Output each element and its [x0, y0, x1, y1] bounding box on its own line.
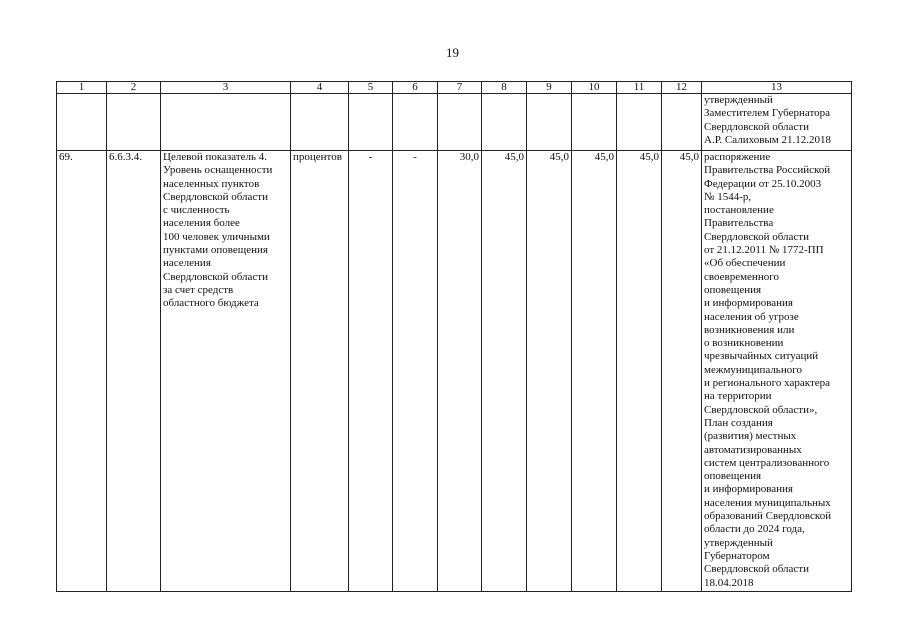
header-cell-11: 11: [617, 82, 662, 94]
header-cell-13: 13: [702, 82, 852, 94]
cont-cell-12: [662, 94, 702, 151]
cont-cell-6: [393, 94, 438, 151]
indicator-name: Целевой показатель 4. Уровень оснащенности населенных пунктов Свердловской области с численность населения более 100 человек уличными пунктами оповещения населения Свердловской области за счет средств областного бюджета: [161, 151, 291, 592]
cont-cell-2: [107, 94, 161, 151]
table-row: [57, 151, 852, 592]
unit-cell: процентов: [291, 151, 349, 592]
header-cell-4: 4: [291, 82, 349, 94]
header-cell-12: 12: [662, 82, 702, 94]
cont-cell-10: [572, 94, 617, 151]
value-col12: 45,0: [662, 151, 702, 592]
row-code: 6.6.3.4.: [107, 151, 161, 592]
value-col10: 45,0: [572, 151, 617, 592]
indicator-table: [56, 81, 852, 592]
header-cell-10: 10: [572, 82, 617, 94]
header-cell-2: 2: [107, 82, 161, 94]
cont-cell-5: [349, 94, 393, 151]
continuation-row: [57, 94, 852, 151]
value-col9: 45,0: [527, 151, 572, 592]
value-col7: 30,0: [438, 151, 482, 592]
row-number: 69.: [57, 151, 107, 592]
header-cell-5: 5: [349, 82, 393, 94]
cont-cell-4: [291, 94, 349, 151]
page-number: 19: [446, 45, 459, 60]
cont-cell-8: [482, 94, 527, 151]
value-col11: 45,0: [617, 151, 662, 592]
header-cell-1: 1: [57, 82, 107, 94]
header-cell-6: 6: [393, 82, 438, 94]
value-col5: -: [349, 151, 393, 592]
value-col8: 45,0: [482, 151, 527, 592]
cont-approval-text: утвержденный Заместителем Губернатора Свердловской области А.Р. Салиховым 21.12.2018: [702, 94, 852, 151]
cont-cell-7: [438, 94, 482, 151]
source-document: распоряжение Правительства Российской Федерации от 25.10.2003 № 1544-р, постановление Правительства Свердловской области от 21.12.2011 № 1772-ПП «Об обеспечении своевременного оповещения и информирования населения об угрозе возникновения или о возникновении чрезвычайных ситуаций межмуниципального и регионального характера на территории Свердловской области», План создания (развития) местных автоматизированных систем централизованного оповещения и информирования населения муниципальных образований Свердловской области до 2024 года, утвержденный Губернатором Свердловской области 18.04.2018: [702, 151, 852, 592]
header-row: [57, 82, 852, 94]
value-col6: -: [393, 151, 438, 592]
header-cell-7: 7: [438, 82, 482, 94]
cont-cell-3: [161, 94, 291, 151]
cont-cell-11: [617, 94, 662, 151]
cont-cell-9: [527, 94, 572, 151]
header-cell-3: 3: [161, 82, 291, 94]
cont-cell-1: [57, 94, 107, 151]
header-cell-8: 8: [482, 82, 527, 94]
header-cell-9: 9: [527, 82, 572, 94]
